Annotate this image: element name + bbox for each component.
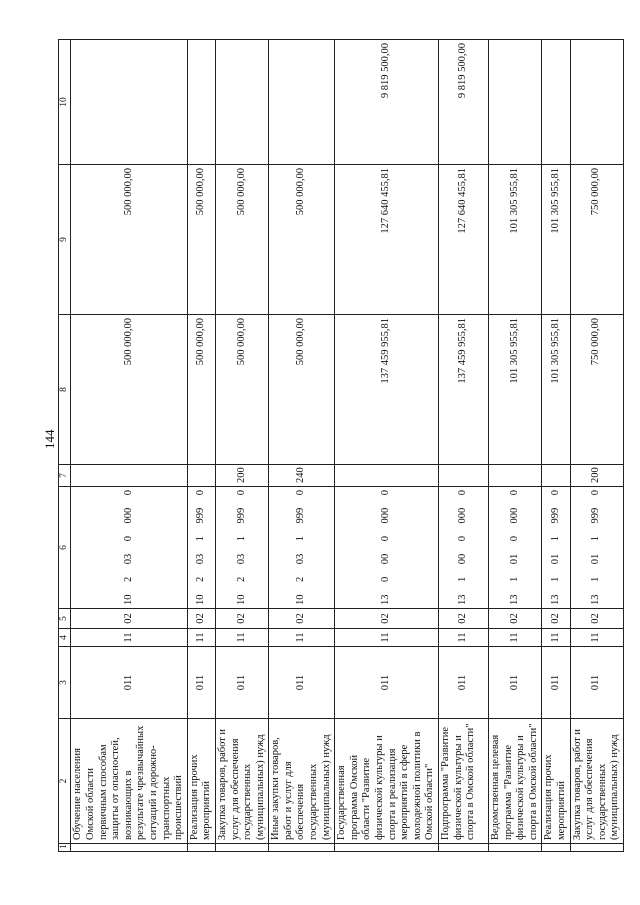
row-cell-col4: 11 <box>439 629 489 647</box>
row-amount-col8: 101 305 955,81 <box>489 315 542 465</box>
row-cell-col5: 02 <box>71 609 187 629</box>
target-article-code <box>457 490 470 605</box>
code-part: 2 <box>235 576 247 582</box>
row-name: Обучение населения Омской области первичным способам защиты от опасностей, возникающих в результате чрезвычайных ситуаций и дорожно-транспортных происшествий <box>71 719 187 844</box>
row-amount-col8: 500 000,00 <box>71 315 187 465</box>
code-part: 2 <box>122 576 134 582</box>
row-cell-col7 <box>71 465 187 487</box>
row-amount-col9: 101 305 955,81 <box>489 165 542 315</box>
row-amount-col10 <box>215 40 268 165</box>
code-part: 00 <box>457 553 469 565</box>
row-cell-col5: 02 <box>542 609 570 629</box>
code-part: 10 <box>295 594 307 605</box>
code-part: 0 <box>380 490 392 496</box>
row-cell-col7 <box>489 465 542 487</box>
code-part: 10 <box>195 594 207 605</box>
row-cell-col3: 011 <box>542 647 570 719</box>
code-part: 13 <box>590 594 602 605</box>
table-row <box>215 40 268 852</box>
column-header: 3 <box>59 647 71 719</box>
code-part: 03 <box>122 553 134 565</box>
table-row <box>439 40 489 852</box>
code-part: 10 <box>235 594 247 605</box>
code-part: 03 <box>195 553 207 565</box>
code-part: 0 <box>235 490 247 496</box>
target-article-code <box>236 490 249 605</box>
code-part: 0 <box>295 490 307 496</box>
row-name: Государственная программа Омской области "Развитие физической культуры и спорта и реализация мероприятий в сфере молодежной политики в Омской области" <box>335 719 439 844</box>
column-header: 5 <box>59 609 71 629</box>
row-name: Подпрограмма "Развитие физической культуры и спорта в Омской области" <box>439 719 489 844</box>
row-amount-col9: 500 000,00 <box>187 165 215 315</box>
code-part: 999 <box>549 507 561 524</box>
row-amount-col9: 500 000,00 <box>215 165 268 315</box>
code-part: 000 <box>122 507 134 524</box>
budget-table <box>58 39 624 852</box>
row-amount-col9: 127 640 455,81 <box>439 165 489 315</box>
row-amount-col10 <box>489 40 542 165</box>
column-header: 9 <box>59 165 71 315</box>
code-part: 01 <box>590 553 602 565</box>
code-part: 03 <box>295 553 307 565</box>
row-cell-col7: 200 <box>570 465 623 487</box>
row-cell-col1 <box>71 844 187 852</box>
code-part: 01 <box>549 553 561 565</box>
target-article-code <box>550 490 563 605</box>
target-article-code <box>195 490 208 605</box>
row-cell-col1 <box>489 844 542 852</box>
code-part: 10 <box>122 594 134 605</box>
row-cell-col4: 11 <box>71 629 187 647</box>
code-part: 0 <box>122 490 134 496</box>
table-body <box>71 40 624 852</box>
target-article-code <box>590 490 603 605</box>
code-part: 0 <box>122 536 134 542</box>
row-amount-col9: 101 305 955,81 <box>542 165 570 315</box>
target-article-code <box>123 490 136 605</box>
row-cell-col7 <box>542 465 570 487</box>
header-row <box>59 40 71 852</box>
row-code-cell <box>489 487 542 609</box>
code-part: 1 <box>295 536 307 542</box>
row-cell-col3: 011 <box>439 647 489 719</box>
row-cell-col5: 02 <box>335 609 439 629</box>
row-cell-col1 <box>187 844 215 852</box>
table-row <box>187 40 215 852</box>
row-cell-col1 <box>570 844 623 852</box>
row-name: Реализация прочих мероприятий <box>542 719 570 844</box>
column-header: 8 <box>59 315 71 465</box>
target-article-code <box>380 490 393 605</box>
row-cell-col3: 011 <box>489 647 542 719</box>
row-cell-col1 <box>335 844 439 852</box>
code-part: 13 <box>549 594 561 605</box>
code-part: 000 <box>508 507 520 524</box>
code-part: 1 <box>549 536 561 542</box>
row-amount-col8: 137 459 955,81 <box>335 315 439 465</box>
table-row <box>489 40 542 852</box>
code-part: 0 <box>380 536 392 542</box>
row-cell-col5: 02 <box>187 609 215 629</box>
row-amount-col9: 500 000,00 <box>71 165 187 315</box>
row-cell-col5: 02 <box>269 609 335 629</box>
table-row <box>71 40 187 852</box>
code-part: 13 <box>508 594 520 605</box>
row-cell-col4: 11 <box>570 629 623 647</box>
row-cell-col7: 240 <box>269 465 335 487</box>
row-amount-col8: 137 459 955,81 <box>439 315 489 465</box>
row-cell-col4: 11 <box>269 629 335 647</box>
row-code-cell <box>335 487 439 609</box>
code-part: 999 <box>590 507 602 524</box>
code-part: 999 <box>295 507 307 524</box>
code-part: 0 <box>380 576 392 582</box>
row-cell-col7 <box>335 465 439 487</box>
column-header: 6 <box>59 487 71 609</box>
row-amount-col9: 500 000,00 <box>269 165 335 315</box>
row-amount-col8: 750 000,00 <box>570 315 623 465</box>
row-cell-col3: 011 <box>570 647 623 719</box>
column-header: 10 <box>59 40 71 165</box>
code-part: 000 <box>380 507 392 524</box>
code-part: 01 <box>508 553 520 565</box>
table-row <box>335 40 439 852</box>
row-code-cell <box>439 487 489 609</box>
row-cell-col4: 11 <box>542 629 570 647</box>
row-code-cell <box>215 487 268 609</box>
row-name: Ведомственная целевая программа "Развитие физической культуры и спорта в Омской области" <box>489 719 542 844</box>
code-part: 999 <box>235 507 247 524</box>
page-number: 144 <box>42 429 57 449</box>
row-cell-col1 <box>542 844 570 852</box>
code-part: 03 <box>235 553 247 565</box>
code-part: 1 <box>590 576 602 582</box>
row-cell-col5: 02 <box>570 609 623 629</box>
row-amount-col8: 500 000,00 <box>269 315 335 465</box>
column-header: 2 <box>59 719 71 844</box>
code-part: 13 <box>380 594 392 605</box>
row-cell-col1 <box>215 844 268 852</box>
code-part: 1 <box>457 576 469 582</box>
row-name: Закупка товаров, работ и услуг для обеспечения государственных (муниципальных) нужд <box>570 719 623 844</box>
code-part: 2 <box>195 576 207 582</box>
row-cell-col1 <box>439 844 489 852</box>
row-amount-col8: 500 000,00 <box>187 315 215 465</box>
row-cell-col7: 200 <box>215 465 268 487</box>
row-amount-col8: 101 305 955,81 <box>542 315 570 465</box>
row-cell-col1 <box>269 844 335 852</box>
row-code-cell <box>71 487 187 609</box>
row-amount-col10 <box>570 40 623 165</box>
code-part: 00 <box>380 553 392 565</box>
code-part: 0 <box>457 536 469 542</box>
row-amount-col10 <box>542 40 570 165</box>
code-part: 2 <box>295 576 307 582</box>
row-amount-col8: 500 000,00 <box>215 315 268 465</box>
row-cell-col7 <box>439 465 489 487</box>
target-article-code <box>295 490 308 605</box>
row-amount-col10 <box>187 40 215 165</box>
code-part: 0 <box>195 490 207 496</box>
row-amount-col9: 127 640 455,81 <box>335 165 439 315</box>
row-cell-col4: 11 <box>335 629 439 647</box>
row-code-cell <box>542 487 570 609</box>
row-amount-col9: 750 000,00 <box>570 165 623 315</box>
table-row <box>269 40 335 852</box>
row-code-cell <box>187 487 215 609</box>
column-header: 1 <box>59 844 71 852</box>
row-cell-col5: 02 <box>489 609 542 629</box>
table-row <box>570 40 623 852</box>
row-code-cell <box>570 487 623 609</box>
table-row <box>542 40 570 852</box>
column-header: 4 <box>59 629 71 647</box>
code-part: 1 <box>508 576 520 582</box>
row-cell-col4: 11 <box>215 629 268 647</box>
code-part: 13 <box>457 594 469 605</box>
row-cell-col7 <box>187 465 215 487</box>
column-header: 7 <box>59 465 71 487</box>
row-name: Иные закупки товаров, работ и услуг для обеспечения государственных (муниципальных) нужд <box>269 719 335 844</box>
row-cell-col4: 11 <box>187 629 215 647</box>
code-part: 1 <box>590 536 602 542</box>
code-part: 0 <box>508 536 520 542</box>
row-code-cell <box>269 487 335 609</box>
row-cell-col3: 011 <box>269 647 335 719</box>
rotated-table-container <box>58 40 621 852</box>
code-part: 1 <box>549 576 561 582</box>
row-amount-col10: 9 819 500,00 <box>439 40 489 165</box>
code-part: 0 <box>549 490 561 496</box>
row-amount-col10 <box>269 40 335 165</box>
row-cell-col4: 11 <box>489 629 542 647</box>
row-name: Реализация прочих мероприятий <box>187 719 215 844</box>
row-cell-col3: 011 <box>335 647 439 719</box>
row-amount-col10: 9 819 500,00 <box>335 40 439 165</box>
row-cell-col3: 011 <box>187 647 215 719</box>
code-part: 1 <box>195 536 207 542</box>
row-cell-col5: 02 <box>215 609 268 629</box>
target-article-code <box>509 490 522 605</box>
code-part: 999 <box>195 507 207 524</box>
code-part: 000 <box>457 507 469 524</box>
code-part: 0 <box>508 490 520 496</box>
row-cell-col3: 011 <box>71 647 187 719</box>
code-part: 1 <box>235 536 247 542</box>
row-name: Закупка товаров, работ и услуг для обеспечения государственных (муниципальных) нужд <box>215 719 268 844</box>
row-amount-col10 <box>71 40 187 165</box>
row-cell-col3: 011 <box>215 647 268 719</box>
code-part: 0 <box>457 490 469 496</box>
row-cell-col5: 02 <box>439 609 489 629</box>
code-part: 0 <box>590 490 602 496</box>
